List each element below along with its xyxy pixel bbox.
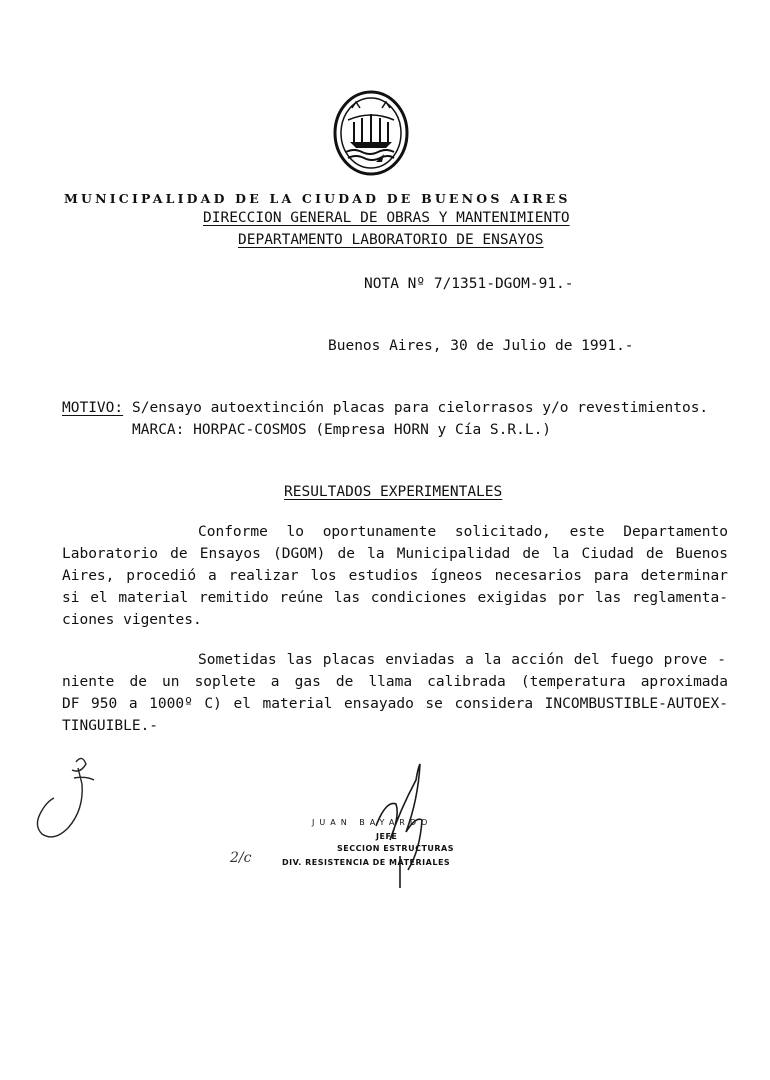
paragraph1-line5: ciones vigentes. <box>62 612 202 628</box>
paragraph2-line3: DF 950 a 1000º C) el material ensayado se considera INCOMBUSTIBLE-AUTOEX- <box>62 696 728 712</box>
section-title: RESULTADOS EXPERIMENTALES <box>284 484 503 500</box>
direction-title: DIRECCION GENERAL DE OBRAS Y MANTENIMIENTO <box>203 210 570 226</box>
handwritten-initials <box>20 750 110 850</box>
paragraph2-line4: TINGUIBLE.- <box>62 718 159 734</box>
paragraph1-line2: Laboratorio de Ensayos (DGOM) de la Municipalidad de la Ciudad de Buenos <box>62 546 728 562</box>
motivo-label: MOTIVO: <box>62 400 124 416</box>
paragraph1-line4: si el material remitido reúne las condiciones exigidas por las reglamenta- <box>62 590 728 606</box>
coat-of-arms-seal <box>332 90 410 176</box>
stamp-role: JEFE <box>376 832 398 841</box>
nota-number: NOTA Nº 7/1351-DGOM-91.- <box>364 276 574 292</box>
paragraph2-line1: Sometidas las placas enviadas a la acción del fuego prove - <box>198 652 726 668</box>
motivo-text: S/ensayo autoextinción placas para cielorrasos y/o revestimientos. <box>132 400 709 416</box>
stamp-division: DIV. RESISTENCIA DE MATERIALES <box>282 858 451 867</box>
department-title: DEPARTAMENTO LABORATORIO DE ENSAYOS <box>238 232 544 248</box>
motivo-marca: MARCA: HORPAC-COSMOS (Empresa HORN y Cía S.R.L.) <box>132 422 552 438</box>
municipality-title: MUNICIPALIDAD DE LA CIUDAD DE BUENOS AIRES <box>64 191 571 206</box>
paragraph1-line3: Aires, procedió a realizar los estudios ígneos necesarios para determinar <box>62 568 728 584</box>
paragraph2-line2: niente de un soplete a gas de llama calibrada (temperatura aproximada <box>62 674 728 690</box>
paragraph1-line1: Conforme lo oportunamente solicitado, este Departamento <box>198 524 728 540</box>
stamp-section: SECCION ESTRUCTURAS <box>337 844 455 853</box>
stamp-name: JUAN BAYARDO <box>312 818 433 827</box>
document-date: Buenos Aires, 30 de Julio de 1991.- <box>328 338 634 354</box>
margin-note: 2/c <box>230 850 252 866</box>
